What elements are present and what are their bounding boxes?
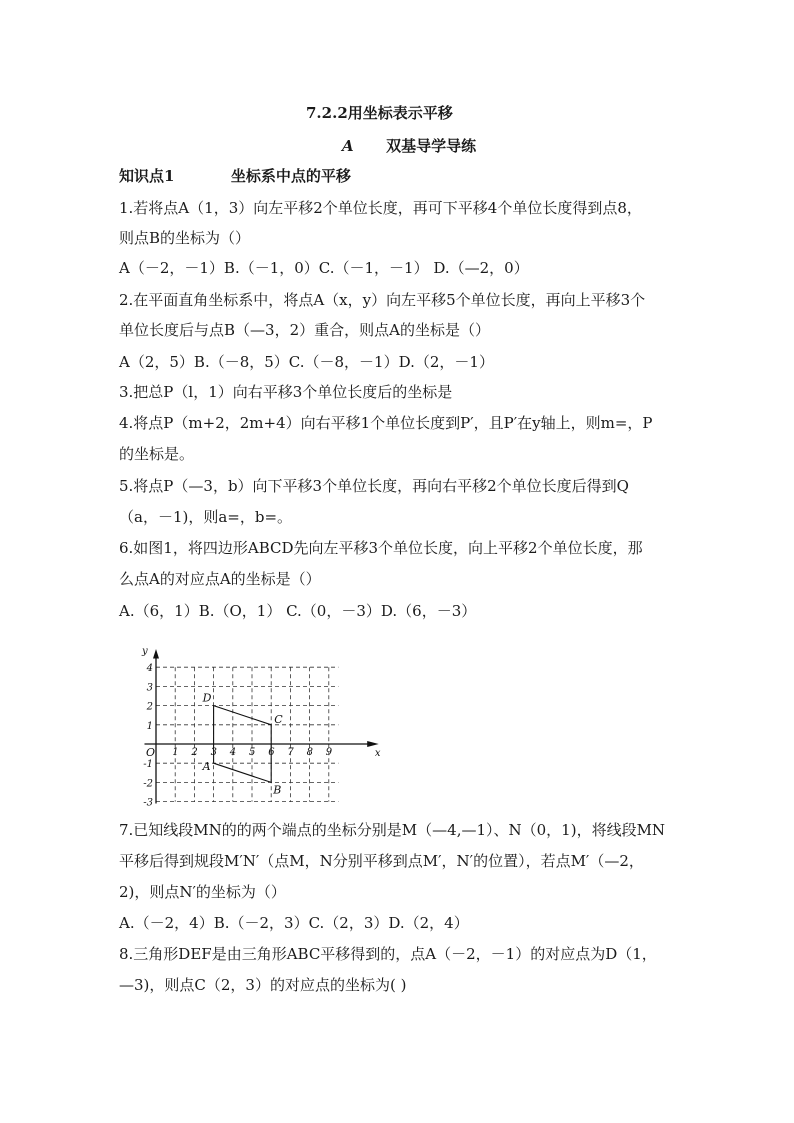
x-tick-label: 9 — [325, 747, 333, 758]
point-label-b: B — [273, 783, 282, 797]
y-axis-label: y — [142, 645, 148, 657]
y-tick-label: 2 — [146, 701, 153, 713]
x-tick-label: 7 — [287, 747, 294, 758]
x-tick-label: 3 — [210, 747, 217, 758]
x-axis-label: x — [374, 748, 381, 759]
text-line: 1.若将点A（1，3）向左平移2个单位长度，再可下平移4个单位长度得到点8， — [119, 199, 642, 217]
subtitle-letter: A — [342, 137, 354, 155]
text-line: 单位长度后与点B（—3，2）重合，则点A的坐标是（） — [119, 321, 490, 339]
text-line: 8.三角形DEF是由三角形ABC平移得到的，点A（－2，－1）的对应点为D（1， — [119, 945, 657, 963]
section-label: 知识点1 — [119, 167, 175, 185]
subtitle-row — [342, 135, 476, 156]
page-title: 7.2.2用坐标表示平移 — [306, 104, 453, 122]
x-tick-label: 5 — [249, 747, 256, 758]
y-tick-label: 4 — [146, 663, 153, 675]
subtitle-text: 双基导学导练 — [386, 137, 477, 155]
y-tick-label: -1 — [143, 759, 153, 771]
text-line: 么点A的对应点A的坐标是（） — [119, 570, 321, 588]
x-axis-arrow — [367, 741, 379, 747]
text-line: 2)，则点N′的坐标为（） — [119, 883, 286, 901]
text-line: 则点B的坐标为（） — [119, 229, 251, 247]
y-tick-label: -2 — [143, 778, 153, 790]
y-tick-label: 1 — [146, 720, 153, 732]
text-line: A（－2，－1）B.（－1，0）C.（－1，－1） D.（—2，0） — [119, 259, 529, 277]
y-tick-label: -3 — [143, 797, 153, 809]
text-line: 7.已知线段MN的的两个端点的坐标分别是M（—4,—1）、N（0，1)，将线段MN — [119, 821, 666, 839]
y-tick-label: 3 — [146, 682, 153, 694]
y-axis-arrow — [153, 649, 159, 659]
section-name: 坐标系中点的平移 — [230, 167, 351, 185]
text-line: 3.把总P（l，1）向右平移3个单位长度后的坐标是 — [119, 383, 453, 401]
x-tick-label: 8 — [306, 747, 313, 758]
text-line: 4.将点P（m+2，2m+4）向右平移1个单位长度到P′，且P′在y轴上，则m=，P — [119, 414, 653, 432]
x-tick-label: 6 — [268, 747, 275, 758]
point-label-c: C — [274, 712, 283, 726]
text-line: A.（6，1）B.（O，1） C.（0，－3）D.（6，－3） — [119, 602, 477, 620]
x-tick-label: 2 — [191, 747, 198, 758]
point-label-a: A — [202, 760, 211, 774]
text-line: A.（－2，4）B.（－2，3）C.（2，3）D.（2，4） — [119, 914, 469, 932]
text-line: 5.将点P（—3，b）向下平移3个单位长度，再向右平移2个单位长度后得到Q — [119, 477, 629, 495]
x-tick-label: 4 — [229, 747, 237, 758]
x-tick-label: 1 — [172, 747, 179, 758]
section-heading — [119, 166, 351, 186]
text-line: —3)，则点C（2，3）的对应点的坐标为( ) — [119, 976, 407, 994]
text-line: （a，－1)，则a=，b=。 — [119, 508, 293, 526]
origin-label: O — [146, 746, 156, 759]
text-line: A（2，5）B.（－8，5）C.（－8，－1）D.（2，－1） — [119, 353, 494, 371]
point-label-d: D — [202, 691, 212, 705]
text-line: 平移后得到规段M′N′（点M，N分别平移到点M′，N′的位置），若点M′（—2， — [119, 852, 644, 870]
text-line: 2.在平面直角坐标系中，将点A（x，y）向左平移5个单位长度，再向上平移3个 — [119, 291, 646, 309]
text-line: 6.如图1，将四边形ABCD先向左平移3个单位长度，向上平移2个单位长度，那 — [119, 539, 643, 557]
text-line: 的坐标是。 — [119, 445, 195, 463]
coordinate-figure — [130, 640, 381, 809]
